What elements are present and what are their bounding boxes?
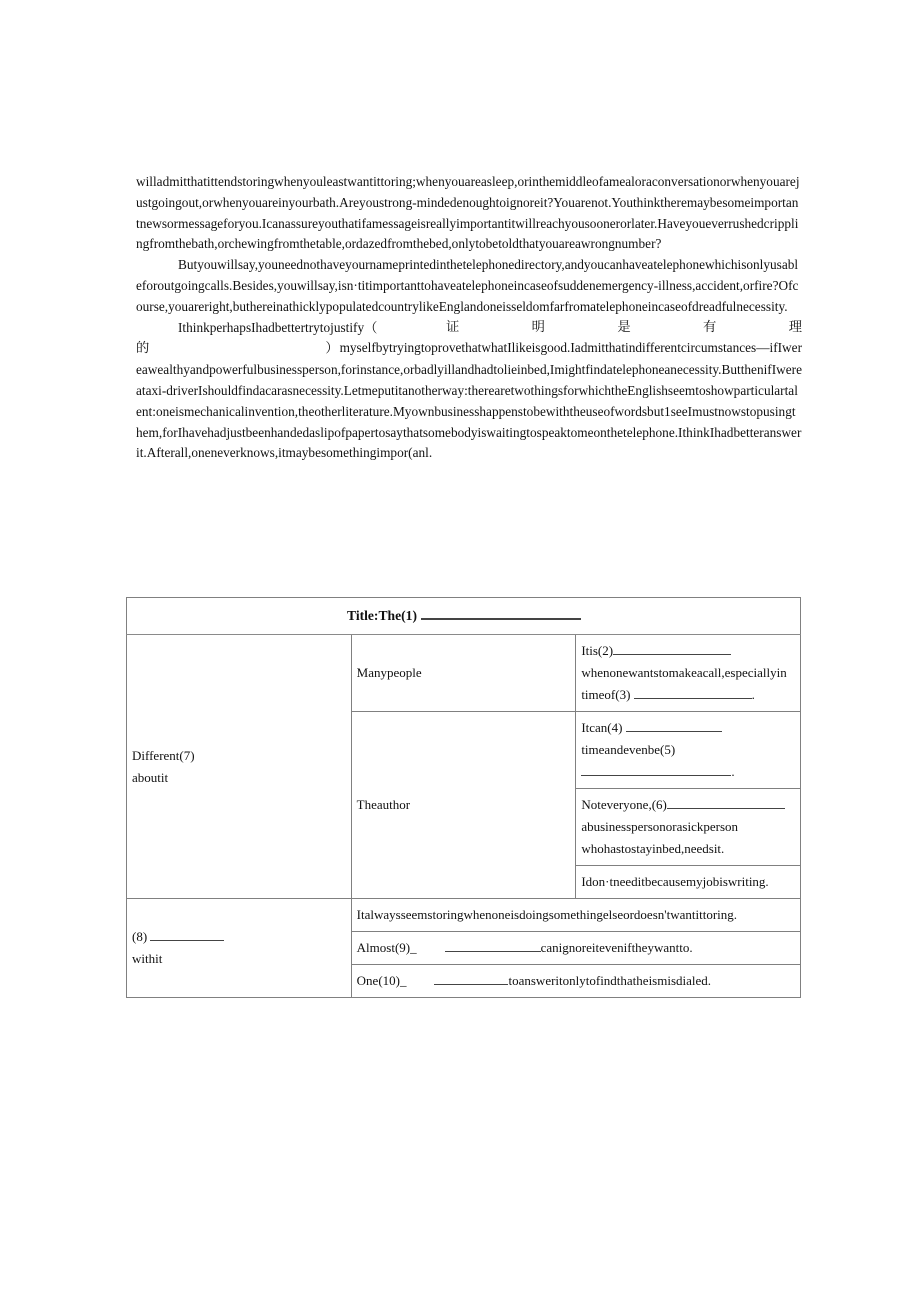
cell-line-2 (581, 838, 796, 860)
answer-blank-10[interactable] (434, 972, 508, 985)
table-row-title (127, 598, 801, 635)
cell-author-detail-3 (576, 866, 801, 899)
cell-withit-detail-1 (351, 899, 800, 932)
answer-blank-8[interactable] (150, 928, 224, 941)
cell-author-detail-2 (576, 789, 801, 866)
cell-line-1 (581, 794, 796, 838)
table-row-withit-1 (127, 899, 801, 932)
gloss-char-3: 是 (617, 319, 631, 335)
row-label-eight (132, 926, 347, 948)
reading-passage (136, 172, 802, 485)
answer-blank-6[interactable] (667, 796, 785, 809)
cell-author-detail-1 (576, 712, 801, 789)
passage-paragraph-3-remainder (136, 338, 802, 464)
cell-text-noteveryone: Noteveryone,(6) (581, 797, 667, 812)
gloss-char-2: 明 (531, 319, 545, 335)
table-title-label: Title:The(1) (347, 608, 417, 623)
row-label-eight-text: (8) (132, 929, 148, 944)
outline-table (126, 597, 801, 998)
row-label-withit-text: withit (132, 951, 163, 966)
passage-paragraph-3-opening-text: IthinkperhapsIhadbettertrytojustify（ (178, 319, 378, 335)
group-label-theauthor (351, 712, 576, 899)
cell-line-2 (581, 684, 796, 706)
answer-blank-5[interactable] (581, 763, 731, 776)
cell-text-period: . (751, 687, 755, 702)
row-label-aboutit-text: aboutit (132, 769, 169, 785)
cell-text-one: One(10)_ (356, 973, 407, 988)
row-label-different (127, 635, 352, 899)
answer-blank-1[interactable] (421, 605, 581, 620)
cell-text-whohasto: whohastostayinbed,needsit. (581, 841, 725, 856)
group-label-theauthor-text: Theauthor (356, 797, 411, 812)
gloss-char-6: 的 (136, 341, 151, 357)
cell-withit-detail-2 (351, 932, 800, 965)
cell-text-timeof: timeof(3) (581, 687, 631, 702)
passage-paragraph-1: willadmitthatittendstoringwhenyouleastwantittoring;whenyouareasleep,orinthemiddleofamealoraconversationorwhenyouarejustgoingout,orwhenyouareinyourbath.Areyoustrong-mindedenoughtoignoreit?Youarenot.Youthinktheremaybesomeimportantnewsormessageforyou.Icanassureyouthatifamessageisreallyimportantitwillreachyousoonerorlater.Haveyoueverrushedcripplingfromthebath,orchewingfromthetable,ordazedfromthebed,onlytobetoldthatyouareawrongnumber? (136, 174, 800, 252)
gloss-char-4: 有 (703, 319, 717, 335)
outline-table-wrapper (126, 597, 801, 998)
passage-chinese-gloss (136, 318, 802, 339)
cell-text-idontneed: Idon·tneeditbecausemyjobiswriting. (581, 874, 769, 889)
answer-blank-3[interactable] (634, 686, 752, 699)
cell-manypeople-detail (576, 635, 801, 712)
table-title-cell (127, 598, 801, 635)
row-label-withit (127, 899, 352, 998)
cell-line-1 (581, 717, 796, 783)
cell-text-abusiness: abusinesspersonorasickperson (581, 819, 738, 834)
cell-text-toanswer: toansweritonlytofindthatheismisdialed. (508, 973, 712, 988)
group-label-manypeople (351, 635, 576, 712)
cell-text-itis: Itis(2) (581, 643, 614, 658)
cell-text-almost: Almost(9)_ (356, 940, 417, 955)
row-label-different-text: Different(7) (132, 747, 195, 763)
answer-blank-4[interactable] (626, 719, 722, 732)
cell-text-period: . (731, 764, 735, 779)
answer-blank-2[interactable] (613, 642, 731, 655)
cell-text-italways: Italwaysseemstoringwhenoneisdoingsomethingelseordoesn'twantittoring. (356, 907, 738, 922)
cell-line-1 (357, 937, 796, 959)
passage-paragraph-3-rest-text: ）myselfbytryingtoprovethatwhatIlikeisgood.Iadmitthatindifferentcircumstances—ifIwereawealthyandpowerfulbusinessperson,forinstance,orbadlyillandhadtolieinbed,Imightfindatelephoneanecessity.ButthenifIwereataxi-driverIshouldfindacarasnecessity.Letmeputitanotherway:therearetwothingsforwhichtheEnglishseemtoshowparticulartalent:oneismechanicalinvention,theotherliterature.Myownbusinesshappenstobewiththeuseofwordsbut1seeImustnowstopusingthem,forIhavehadjustbeenhandedaslipofpapertosaythatsomebodyiswaitingtospeaktomeonthetelephone.IthinkIhadbetteranswerit.Afterall,oneneverknows,itmaybesomethingimpor(anl. (136, 340, 802, 461)
cell-text-timeand: timeandevenbe(5) (581, 742, 676, 757)
gloss-char-5: 理 (788, 319, 802, 335)
cell-text-itcan: Itcan(4) (581, 720, 623, 735)
gloss-char-1: 证 (446, 319, 460, 335)
group-label-manypeople-text: Manypeople (356, 665, 422, 680)
cell-text-whenone: whenonewantstomakeacall,especiallyin (581, 665, 787, 680)
cell-line-1 (357, 970, 796, 992)
answer-blank-9[interactable] (445, 939, 541, 952)
cell-line-1 (581, 640, 796, 684)
passage-paragraph-2: Butyouwillsay,youneednothaveyournameprintedinthetelephonedirectory,andyoucanhaveatelephonewhichisonlyusableforoutgoingcalls.Besides,youwillsay,isn·titimportanttohaveatelephoneincaseofsuddenemergency-illness,accident,orfire?Ofcourse,youareright,buthereinathicklypopulatedcountrylikeEnglandoneisseldomfarfromatelephoneincaseofdreadfulnecessity. (136, 257, 799, 314)
cell-withit-detail-3 (351, 965, 800, 998)
table-row-manypeople (127, 635, 801, 712)
cell-text-canignore: canignoreiteveniftheywantto. (540, 940, 693, 955)
